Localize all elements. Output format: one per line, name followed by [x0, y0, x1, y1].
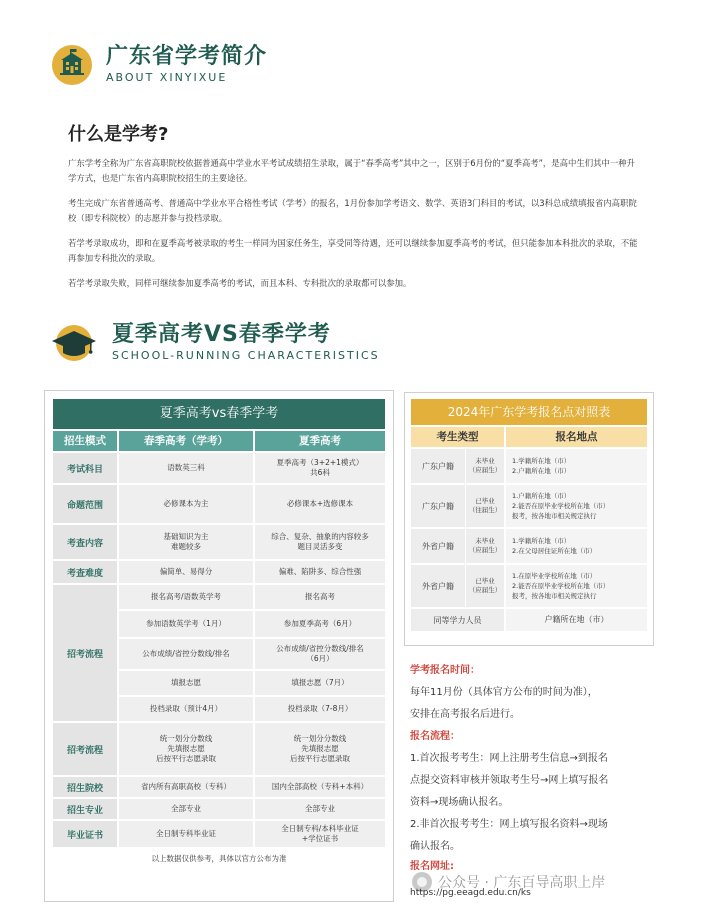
section-header-intro [52, 44, 267, 86]
graduation-cap-icon [50, 323, 98, 363]
student-type: 外省户籍 [411, 529, 465, 563]
spring-cell: 语数英三科 [119, 453, 253, 483]
time-heading: 学考报名时间： [410, 665, 480, 676]
student-status: 已毕业 （应届生） [466, 565, 504, 607]
student-type: 广东户籍 [411, 485, 465, 527]
site-url[interactable]: https://pg.eeagd.edu.cn/ks [410, 888, 531, 898]
summer-cell: 报名高考 [255, 585, 385, 609]
summer-cell: 综合、复杂、抽象的内容较多 题目灵活多变 [255, 525, 385, 559]
comparison-table-title: 夏季高考vs春季学考 [53, 399, 385, 429]
column-header: 夏季高考 [255, 431, 385, 451]
table-row [53, 585, 385, 721]
row-category: 招考流程 [53, 723, 117, 775]
comparison-table-body [53, 453, 385, 847]
section-header-compare [50, 322, 380, 364]
site-heading: 报名网址: [410, 861, 454, 872]
paragraph: 考生完成广东省普通高考、普通高中学业水平合格性考试（学考）的报名，1月份参加学考语文、数学、英语3门科目的考试，以3科总成绩填报省内高职院校（即专科院校）的志愿并参与投档录取。 [68, 198, 637, 223]
paragraph: 广东学考全称为广东省高职院校依据普通高中学业水平考试成绩招生录取，属于“春季高考”其中之一，区别于6月份的“夏季高考”，是高中生们其中一种升学方式，也是广东省内高职院校招生的主要途径。 [68, 158, 636, 183]
student-status: 未毕业 （应届生） [466, 449, 504, 483]
student-type: 同等学力人员 [411, 609, 504, 631]
info-text: 资料→现场确认报名。 [410, 797, 509, 808]
spring-cell: 填报志愿 [119, 671, 253, 695]
registration-place: 1.户籍所在地（市） 2.能否在原毕业学校所在地（市） 报考，按各地市相关规定执行 [506, 485, 647, 527]
spring-cell: 全日制专科毕业证 [119, 821, 253, 847]
comparison-table-header [53, 431, 385, 451]
row-category: 毕业证书 [53, 821, 117, 847]
summer-cell: 全日制专科/本科毕业证 +学位证书 [255, 821, 385, 847]
registration-table-title: 2024年广东学考报名点对照表 [411, 399, 647, 425]
summer-cell: 偏难、陷阱多、综合性强 [255, 561, 385, 583]
registration-table [404, 392, 654, 646]
section-title: 夏季高考VS春季学考 [112, 322, 331, 347]
info-text: 2.非首次报考考生：网上填写报名资料→现场 [410, 819, 608, 830]
info-text: 点提交资料审核并领取考生号→网上填写报名 [410, 775, 609, 786]
question-heading: 什么是学考? [68, 124, 169, 145]
paragraph: 若学考录取成功，即和在夏季高考被录取的考生一样同为国家任务生，享受同等待遇，还可以继续参加夏季高考的考试，但只能参加本科批次的录取，不能再参加专科批次的录取。 [68, 238, 638, 263]
spring-cell: 投档录取（预计4月） [119, 697, 253, 721]
section-subtitle: SCHOOL-RUNNING CHARACTERISTICS [112, 349, 380, 362]
paragraph: 若学考录取失败，同样可继续参加夏季高考的考试，而且本科、专科批次的录取都可以参加。 [68, 278, 412, 288]
row-category: 招考流程 [53, 585, 117, 721]
table-row [53, 777, 385, 797]
table-row [53, 525, 385, 559]
summer-cell: 必修课本+选修课本 [255, 485, 385, 523]
spring-cell: 全部专业 [119, 799, 253, 819]
student-status: 未毕业 （应届生） [466, 529, 504, 563]
table-row [53, 821, 385, 847]
registration-place: 1.学籍所在地（市） 2.在父母居住证所在地（市） [506, 529, 647, 563]
table-row [411, 449, 647, 483]
row-category: 考查内容 [53, 525, 117, 559]
student-type: 外省户籍 [411, 565, 465, 607]
table-row [411, 529, 647, 563]
summer-cell: 国内全部高校（专科+本科） [255, 777, 385, 797]
summer-cell: 统一划分分数线 先填报志愿 后按平行志愿录取 [255, 723, 385, 775]
spring-cell: 报名高考/语数英学考 [119, 585, 253, 609]
school-building-icon [52, 45, 92, 85]
spring-cell: 必修课本为主 [119, 485, 253, 523]
table-row [411, 485, 647, 527]
row-category: 命题范围 [53, 485, 117, 523]
info-text: 安排在高考报名后进行。 [410, 709, 520, 720]
summer-cell: 参加夏季高考（6月） [255, 611, 385, 637]
table-row [411, 609, 647, 631]
row-category: 招生院校 [53, 777, 117, 797]
registration-table-header [411, 427, 647, 447]
row-category: 考试科目 [53, 453, 117, 483]
info-text: 每年11月份（具体官方公布的时间为准）， [410, 687, 598, 698]
table-row [53, 561, 385, 583]
summer-cell: 填报志愿（7月） [255, 671, 385, 695]
table-note: 以上数据仅供参考，具体以官方公布为准 [151, 854, 287, 863]
info-text: 确认报名。 [410, 841, 460, 852]
summer-cell: 全部专业 [255, 799, 385, 819]
table-row [53, 485, 385, 523]
column-header: 考生类型 [411, 427, 504, 447]
row-category: 招生专业 [53, 799, 117, 819]
spring-cell: 参加语数英学考（1月） [119, 611, 253, 637]
registration-place: 户籍所在地（市） [506, 609, 647, 631]
registration-info [410, 660, 680, 876]
row-category: 考查难度 [53, 561, 117, 583]
column-header: 春季高考（学考） [119, 431, 253, 451]
table-row [53, 723, 385, 775]
table-row [411, 565, 647, 607]
comparison-table [44, 390, 394, 902]
spring-cell: 统一划分分数线 先填报志愿 后按平行志愿录取 [119, 723, 253, 775]
flow-heading: 报名流程： [410, 731, 460, 742]
table-row [53, 799, 385, 819]
summer-cell: 公布成绩/省控分数线/排名 （6月） [255, 639, 385, 669]
registration-place: 1.在原毕业学校所在地（市） 2.能否在原毕业学校所在地（市） 报考，按各地市相关规定执行 [506, 565, 647, 607]
column-header: 招生模式 [53, 431, 117, 451]
info-text: 1.首次报考考生：网上注册考生信息→到报名 [410, 753, 608, 764]
registration-place: 1.学籍所在地（市） 2.户籍所在地（市） [506, 449, 647, 483]
spring-cell: 基础知识为主 难题较多 [119, 525, 253, 559]
spring-cell: 偏简单、易得分 [119, 561, 253, 583]
student-type: 广东户籍 [411, 449, 465, 483]
column-header: 报名地点 [506, 427, 647, 447]
summer-cell: 投档录取（7-8月） [255, 697, 385, 721]
student-status: 已毕业 （往届生） [466, 485, 504, 527]
intro-paragraphs [68, 156, 640, 301]
summer-cell: 夏季高考（3+2+1模式） 共6科 [255, 453, 385, 483]
spring-cell: 公布成绩/省控分数线/排名 [119, 639, 253, 669]
table-row [53, 453, 385, 483]
section-subtitle: ABOUT XINYIXUE [106, 71, 228, 84]
spring-cell: 省内所有高职高校（专科） [119, 777, 253, 797]
section-title: 广东省学考简介 [106, 44, 268, 69]
watermark-text: 公众号 · 广东百导高职上岸 [438, 875, 606, 891]
